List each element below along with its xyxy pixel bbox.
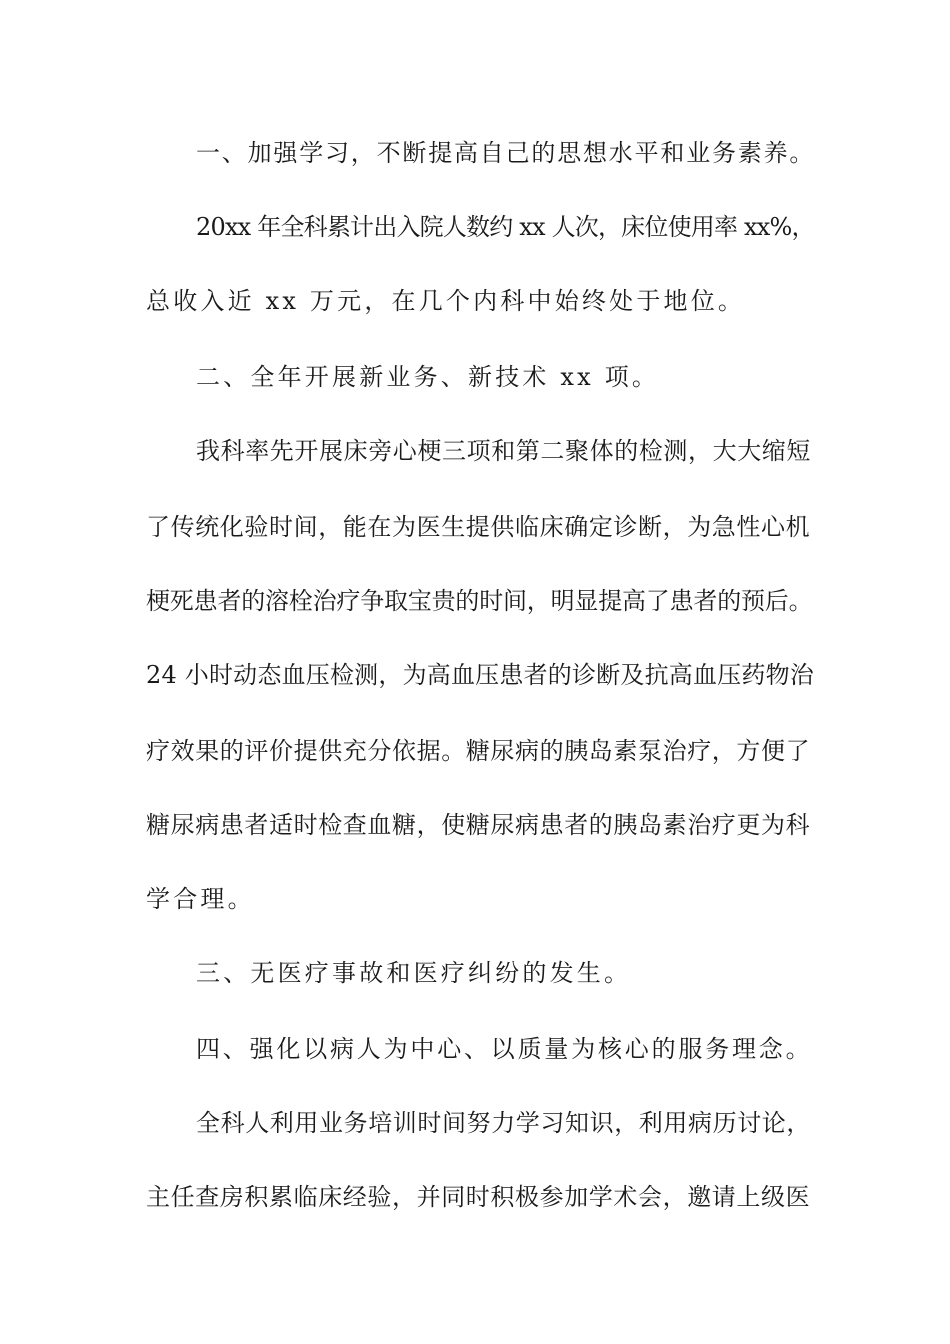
paragraph-line: 学合理。: [146, 885, 255, 913]
paragraph-line: 总收入近 xx 万元，在几个内科中始终处于地位。: [146, 287, 746, 315]
paragraph-line: 20xx 年全科累计出入院人数约 xx 人次，床位使用率 xx%，: [196, 213, 815, 241]
paragraph-line: 24 小时动态血压检测，为高血压患者的诊断及抗高血压药物治: [146, 661, 814, 689]
paragraph-line: 疗效果的评价提供充分依据。糖尿病的胰岛素泵治疗，方便了: [146, 737, 811, 765]
section-heading-2: 二、全年开展新业务、新技术 xx 项。: [196, 363, 660, 391]
paragraph-line: 主任查房积累临床经验，并同时积极参加学术会，邀请上级医: [146, 1183, 811, 1211]
paragraph-line: 全科人利用业务培训时间努力学习知识，利用病历讨论，: [196, 1109, 811, 1137]
section-heading-4: 四、强化以病人为中心、以质量为核心的服务理念。: [196, 1035, 813, 1063]
paragraph-line: 梗死患者的溶栓治疗争取宝贵的时间，明显提高了患者的预后。: [146, 587, 813, 615]
section-heading-3: 三、无医疗事故和医疗纠纷的发生。: [196, 959, 632, 987]
paragraph-line: 我科率先开展床旁心梗三项和第二聚体的检测，大大缩短: [196, 437, 811, 465]
paragraph-line: 糖尿病患者适时检查血糖，使糖尿病患者的胰岛素治疗更为科: [146, 811, 811, 839]
section-heading-1: 一、加强学习，不断提高自己的思想水平和业务素养。: [196, 139, 816, 167]
paragraph-line: 了传统化验时间，能在为医生提供临床确定诊断，为急性心机: [146, 513, 811, 541]
